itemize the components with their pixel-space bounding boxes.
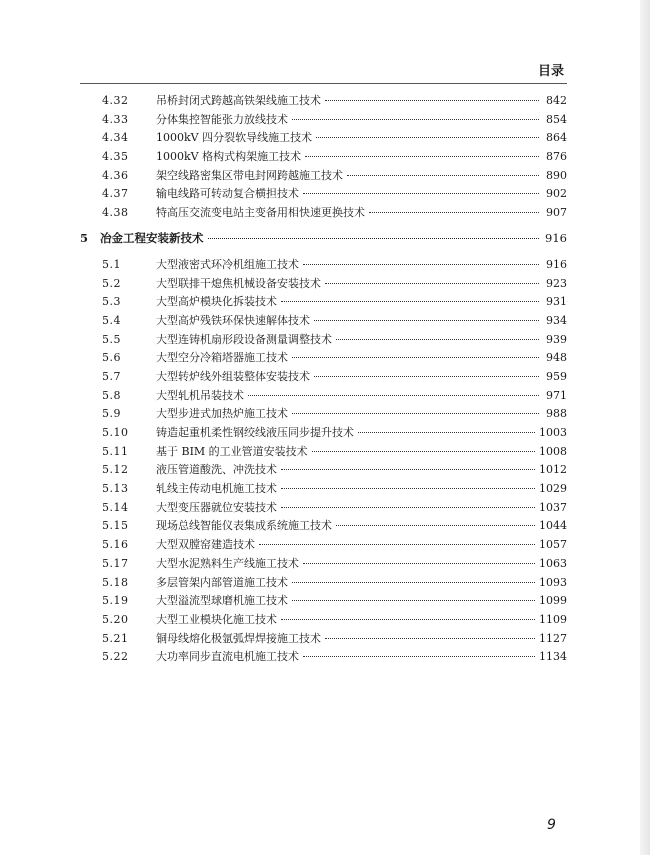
entry-title: 基于 BIM 的工业管道安装技术: [156, 444, 308, 458]
entry-page: 876: [546, 150, 567, 164]
entry-title: 大型步进式加热炉施工技术: [156, 407, 288, 421]
dot-leader: [303, 562, 535, 564]
entry-number: 4.37: [102, 187, 129, 201]
entry-title: 液压管道酸洗、冲洗技术: [156, 463, 277, 477]
toc-entry-row[interactable]: [80, 349, 567, 368]
dot-leader: [358, 431, 535, 433]
entry-number: 5.5: [102, 332, 121, 346]
toc-entry-row[interactable]: [80, 461, 567, 480]
entry-number: 5.4: [102, 313, 121, 327]
entry-page: 931: [546, 295, 567, 309]
entry-number: 5.14: [102, 500, 129, 514]
entry-page: 1063: [539, 556, 567, 570]
entry-page: 934: [546, 313, 567, 327]
entry-title: 铜母线熔化极氩弧焊焊接施工技术: [156, 631, 321, 645]
dot-leader: [208, 237, 540, 239]
entry-title: 大型空分冷箱塔器施工技术: [156, 351, 288, 365]
entry-title: 大型高炉模块化拆装技术: [156, 295, 277, 309]
entry-number: 4.35: [102, 150, 129, 164]
entry-title: 大型连铸机扇形段设备测量调整技术: [156, 332, 332, 346]
entry-page: 1044: [539, 519, 567, 533]
entry-title: 大型液密式环冷机组施工技术: [156, 257, 299, 271]
entry-page: 916: [546, 257, 567, 271]
toc-entry-row[interactable]: [80, 648, 567, 667]
entry-number: 5.8: [102, 388, 121, 402]
entry-number: 5.9: [102, 407, 121, 421]
dot-leader: [303, 655, 535, 657]
toc-entry-row[interactable]: [80, 387, 567, 406]
dot-leader: [303, 192, 539, 194]
entry-page: 902: [546, 187, 567, 201]
toc-entry-row[interactable]: [80, 204, 567, 223]
dot-leader: [347, 174, 539, 176]
chapter-page: 916: [545, 230, 567, 245]
entry-title: 特高压交流变电站主变备用相快速更换技术: [156, 206, 365, 220]
entry-number: 5.17: [102, 556, 129, 570]
entry-number: 4.33: [102, 112, 129, 126]
dot-leader: [325, 99, 539, 101]
dot-leader: [316, 136, 539, 138]
toc-entry-row[interactable]: [80, 148, 567, 167]
entry-page: 1037: [539, 500, 567, 514]
entry-title: 大型轧机吊装技术: [156, 388, 244, 402]
toc-entry-row[interactable]: [80, 111, 567, 130]
dot-leader: [292, 412, 539, 414]
toc-entry-row[interactable]: [80, 443, 567, 462]
entry-page: 1099: [539, 594, 567, 608]
dot-leader: [305, 155, 539, 157]
dot-leader: [281, 506, 535, 508]
dot-leader: [281, 300, 539, 302]
entry-page: 1127: [539, 631, 567, 645]
toc-entry-row[interactable]: [80, 331, 567, 350]
entry-page: 939: [546, 332, 567, 346]
toc-entry-row[interactable]: [80, 424, 567, 443]
entry-page: 923: [546, 276, 567, 290]
entry-title: 多层管架内部管道施工技术: [156, 575, 288, 589]
page-edge-shadow: [640, 0, 650, 855]
toc-entry-row[interactable]: [80, 499, 567, 518]
entry-title: 铸造起重机柔性钢绞线液压同步提升技术: [156, 426, 354, 439]
entry-page: 1003: [539, 426, 567, 439]
entry-title: 大型工业模块化施工技术: [156, 612, 277, 626]
dot-leader: [325, 282, 539, 284]
entry-page: 1109: [539, 612, 567, 626]
dot-leader: [292, 581, 535, 583]
entry-number: 5.11: [102, 444, 129, 458]
entry-title: 轧线主传动电机施工技术: [156, 482, 277, 496]
entry-number: 4.38: [102, 206, 129, 220]
entry-page: 1134: [539, 650, 567, 664]
entry-title: 吊桥封闭式跨越高铁架线施工技术: [156, 94, 321, 107]
page-number: 9: [547, 817, 556, 833]
dot-leader: [312, 450, 535, 452]
dot-leader: [325, 637, 535, 639]
toc-entry-row[interactable]: [80, 611, 567, 630]
entry-page: 971: [546, 388, 567, 402]
entry-number: 5.13: [102, 482, 129, 496]
toc-entry-row[interactable]: [80, 517, 567, 536]
entry-title: 大型联排干熄焦机械设备安装技术: [156, 276, 321, 290]
entry-title: 架空线路密集区带电封网跨越施工技术: [156, 168, 343, 182]
entry-page: 959: [546, 369, 567, 383]
chapter-number: 5: [80, 230, 89, 245]
entry-number: 5.10: [102, 426, 129, 439]
entry-page: 842: [546, 94, 567, 107]
toc-entry-row[interactable]: [80, 368, 567, 387]
running-header-title: 目录: [538, 64, 565, 79]
toc-entry-row[interactable]: [80, 167, 567, 186]
entry-number: 5.18: [102, 575, 129, 589]
header-rule: [80, 83, 567, 84]
entry-number: 5.7: [102, 369, 121, 383]
entry-title: 现场总线智能仪表集成系统施工技术: [156, 519, 332, 533]
dot-leader: [314, 375, 539, 377]
entry-number: 4.36: [102, 168, 129, 182]
entry-page: 1012: [539, 463, 567, 477]
toc-entry-row[interactable]: [80, 630, 567, 649]
toc-section-4-tail: [80, 92, 567, 223]
dot-leader: [281, 618, 535, 620]
entry-number: 4.34: [102, 131, 129, 145]
toc-entry-row[interactable]: [80, 256, 567, 275]
toc-entry-row[interactable]: [80, 592, 567, 611]
dot-leader: [248, 394, 539, 396]
dot-leader: [303, 263, 539, 265]
entry-page: 907: [546, 206, 567, 220]
entry-page: 948: [546, 351, 567, 365]
entry-title: 大型变压器就位安装技术: [156, 500, 277, 514]
entry-title: 大功率同步直流电机施工技术: [156, 650, 299, 664]
entry-title: 分体集控智能张力放线技术: [156, 112, 288, 126]
table-of-contents: [80, 92, 567, 667]
toc-chapter-row[interactable]: [80, 230, 567, 250]
entry-page: 864: [546, 131, 567, 145]
entry-number: 5.16: [102, 538, 129, 552]
dot-leader: [336, 338, 539, 340]
toc-entry-row[interactable]: [80, 574, 567, 593]
toc-entry-row[interactable]: [80, 555, 567, 574]
chapter-title: 冶金工程安装新技术: [100, 230, 204, 245]
entry-number: 5.2: [102, 276, 121, 290]
entry-number: 5.15: [102, 519, 129, 533]
entry-page: 890: [546, 168, 567, 182]
entry-page: 854: [546, 112, 567, 126]
entry-page: 1057: [539, 538, 567, 552]
entry-title: 大型转炉线外组装整体安装技术: [156, 369, 310, 383]
entry-title: 大型高炉残铁环保快速解体技术: [156, 313, 310, 327]
dot-leader: [292, 356, 539, 358]
toc-section-5: [80, 256, 567, 667]
toc-entry-row[interactable]: [80, 185, 567, 204]
entry-number: 5.20: [102, 612, 129, 626]
entry-number: 5.22: [102, 650, 129, 664]
dot-leader: [259, 543, 535, 545]
toc-entry-row[interactable]: [80, 275, 567, 294]
entry-number: 5.6: [102, 351, 121, 365]
toc-entry-row[interactable]: [80, 293, 567, 312]
entry-title: 1000kV 四分裂软导线施工技术: [156, 131, 313, 145]
dot-leader: [369, 211, 539, 213]
entry-title: 大型溢流型球磨机施工技术: [156, 594, 288, 608]
entry-number: 5.1: [102, 257, 121, 271]
toc-entry-row[interactable]: [80, 405, 567, 424]
entry-title: 大型水泥熟料生产线施工技术: [156, 556, 299, 570]
dot-leader: [281, 468, 535, 470]
entry-page: 1029: [539, 482, 567, 496]
dot-leader: [292, 118, 539, 120]
dot-leader: [336, 524, 535, 526]
entry-number: 5.12: [102, 463, 129, 477]
entry-page: 988: [546, 407, 567, 421]
dot-leader: [292, 599, 535, 601]
entry-title: 大型双膛窑建造技术: [156, 538, 255, 552]
toc-entry-row[interactable]: [80, 312, 567, 331]
entry-number: 5.21: [102, 631, 129, 645]
entry-number: 4.32: [102, 94, 129, 107]
entry-page: 1008: [539, 444, 567, 458]
entry-number: 5.3: [102, 295, 121, 309]
dot-leader: [314, 319, 539, 321]
toc-entry-row[interactable]: [80, 129, 567, 148]
toc-entry-row[interactable]: [80, 536, 567, 555]
entry-title: 1000kV 格构式构架施工技术: [156, 150, 302, 164]
dot-leader: [281, 487, 535, 489]
toc-entry-row[interactable]: [80, 92, 567, 111]
entry-title: 输电线路可转动复合横担技术: [156, 187, 299, 201]
entry-number: 5.19: [102, 594, 129, 608]
entry-page: 1093: [539, 575, 567, 589]
toc-entry-row[interactable]: [80, 480, 567, 499]
